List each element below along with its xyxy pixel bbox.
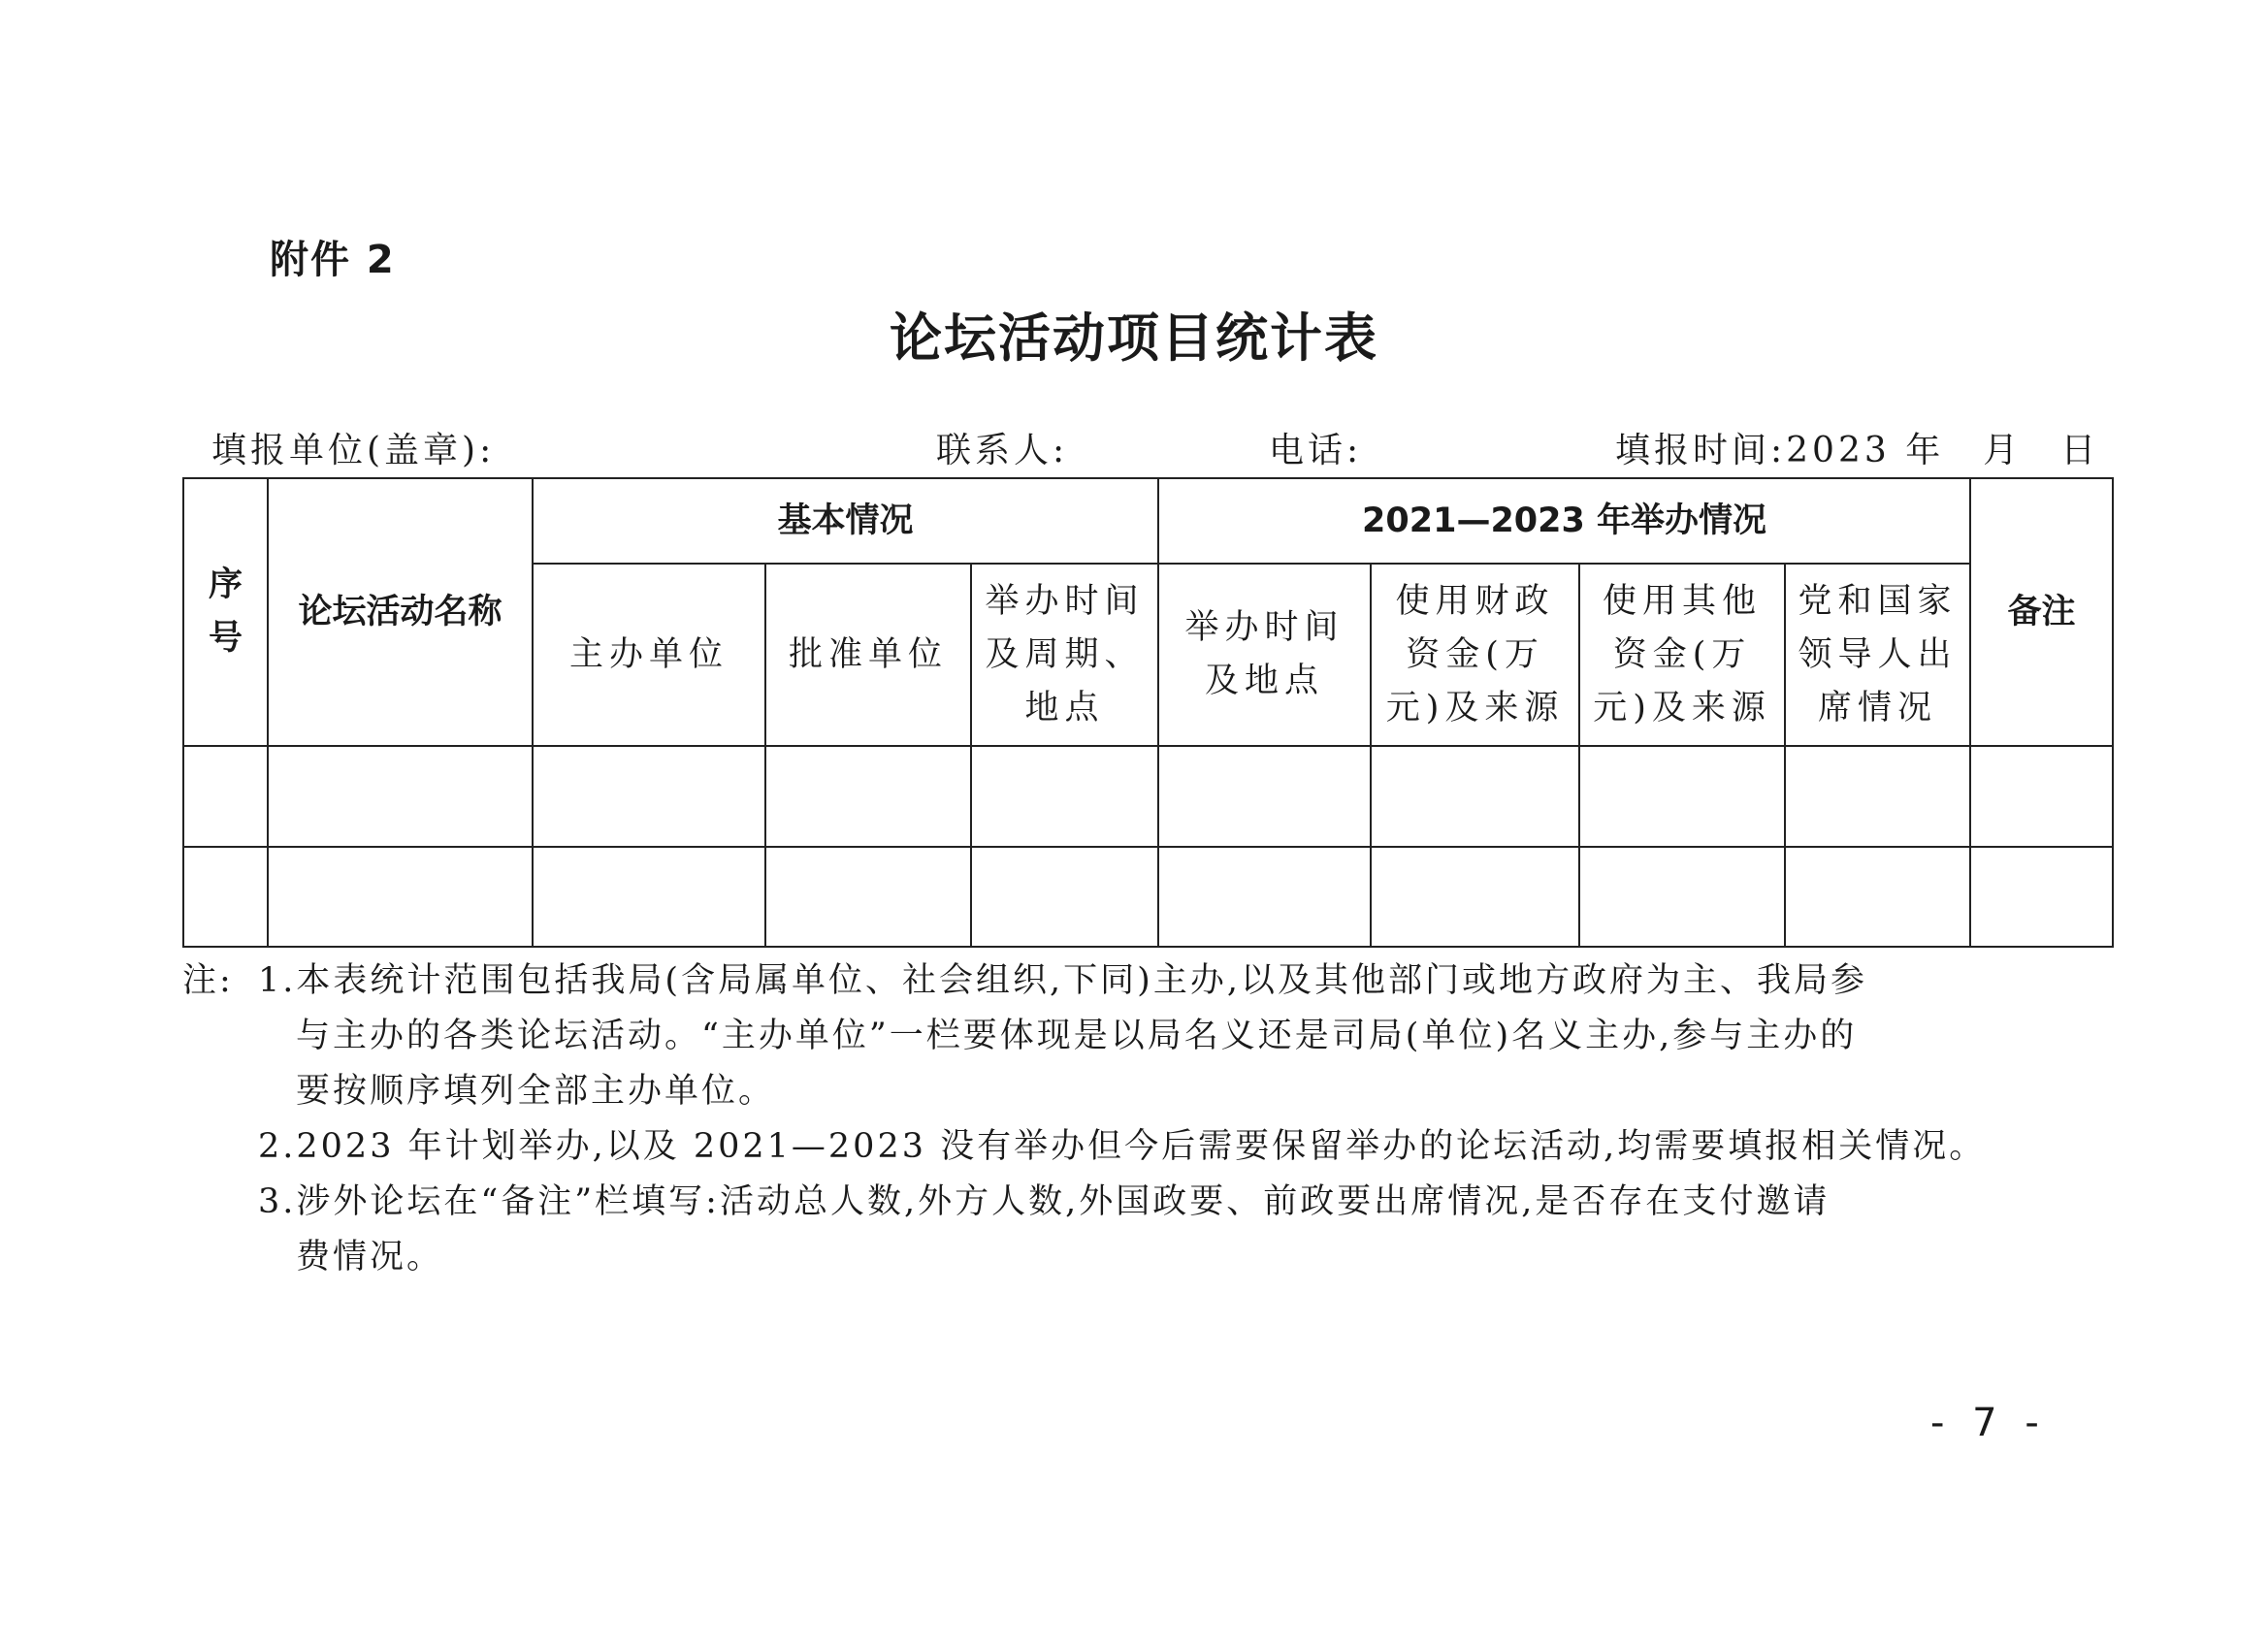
table-row [183, 847, 2113, 947]
table-cell[interactable] [1579, 746, 1785, 846]
table-cell[interactable] [268, 746, 533, 846]
table-cell[interactable] [533, 746, 765, 846]
header-remark: 备注 [1970, 478, 2113, 746]
table-cell[interactable] [1579, 847, 1785, 947]
note-1-line-2: 与主办的各类论坛活动。“主办单位”一栏要体现是以局名义还是司局(单位)名义主办,参与主办的 [296, 1017, 1858, 1055]
table-cell[interactable] [971, 746, 1158, 846]
table-cell[interactable] [1158, 847, 1371, 947]
annex-label: 附件 2 [270, 238, 396, 282]
note-1-line-3: 要按顺序填列全部主办单位。 [296, 1072, 776, 1111]
note-2 [182, 1119, 2025, 1175]
reporting-unit-label: 填报单位(盖章): [211, 431, 496, 470]
table-cell[interactable] [1371, 746, 1579, 846]
header-hist-time: 举办时间 及地点 [1158, 564, 1371, 746]
note-2-line-1: 2.2023 年计划举办,以及 2021—2023 没有举办但今后需要保留举办的论坛活动,均需要填报相关情况。 [258, 1127, 1987, 1166]
note-3 [182, 1175, 2025, 1285]
note-1-line-1: 1.本表统计范围包括我局(含局属单位、社会组织,下同)主办,以及其他部门或地方政府为主、我局参 [258, 961, 1867, 1000]
table-cell[interactable] [1785, 847, 1970, 947]
header-leaders: 党和国家 领导人出 席情况 [1785, 564, 1970, 746]
table-cell[interactable] [1158, 746, 1371, 846]
header-basic-info: 基本情况 [533, 478, 1158, 564]
header-schedule: 举办时间 及周期、 地点 [971, 564, 1158, 746]
table-cell[interactable] [183, 847, 268, 947]
table-cell[interactable] [1785, 746, 1970, 846]
note-1 [182, 954, 2025, 1119]
header-seq: 序 号 [183, 478, 268, 746]
table-cell[interactable] [765, 847, 971, 947]
report-date-label: 填报时间:2023 年 月 日 [1615, 431, 2100, 470]
table-cell[interactable] [268, 847, 533, 947]
note-3-line-1: 3.涉外论坛在“备注”栏填写:活动总人数,外方人数,外国政要、前政要出席情况,是否存在支付邀请 [258, 1182, 1831, 1221]
contact-person-label: 联系人: [936, 431, 1069, 470]
notes-section [182, 954, 2025, 1285]
header-other-funds: 使用其他 资金(万 元)及来源 [1579, 564, 1785, 746]
table-cell[interactable] [1970, 847, 2113, 947]
notes-label: 注: [182, 961, 234, 1000]
header-fiscal-funds: 使用财政 资金(万 元)及来源 [1371, 564, 1579, 746]
table-cell[interactable] [971, 847, 1158, 947]
phone-label: 电话: [1269, 431, 1363, 470]
table-cell[interactable] [1371, 847, 1579, 947]
header-approver: 批准单位 [765, 564, 971, 746]
statistics-table [182, 477, 2114, 948]
table-cell[interactable] [1970, 746, 2113, 846]
table-cell[interactable] [533, 847, 765, 947]
header-forum-name: 论坛活动名称 [268, 478, 533, 746]
document-title: 论坛活动项目统计表 [890, 307, 1378, 369]
page-number: - 7 - [1930, 1401, 2047, 1445]
header-organizer: 主办单位 [533, 564, 765, 746]
header-history: 2021—2023 年举办情况 [1158, 478, 1970, 564]
table-cell[interactable] [765, 746, 971, 846]
note-3-line-2: 费情况。 [296, 1238, 444, 1277]
table-cell[interactable] [183, 746, 268, 846]
table-row [183, 746, 2113, 846]
